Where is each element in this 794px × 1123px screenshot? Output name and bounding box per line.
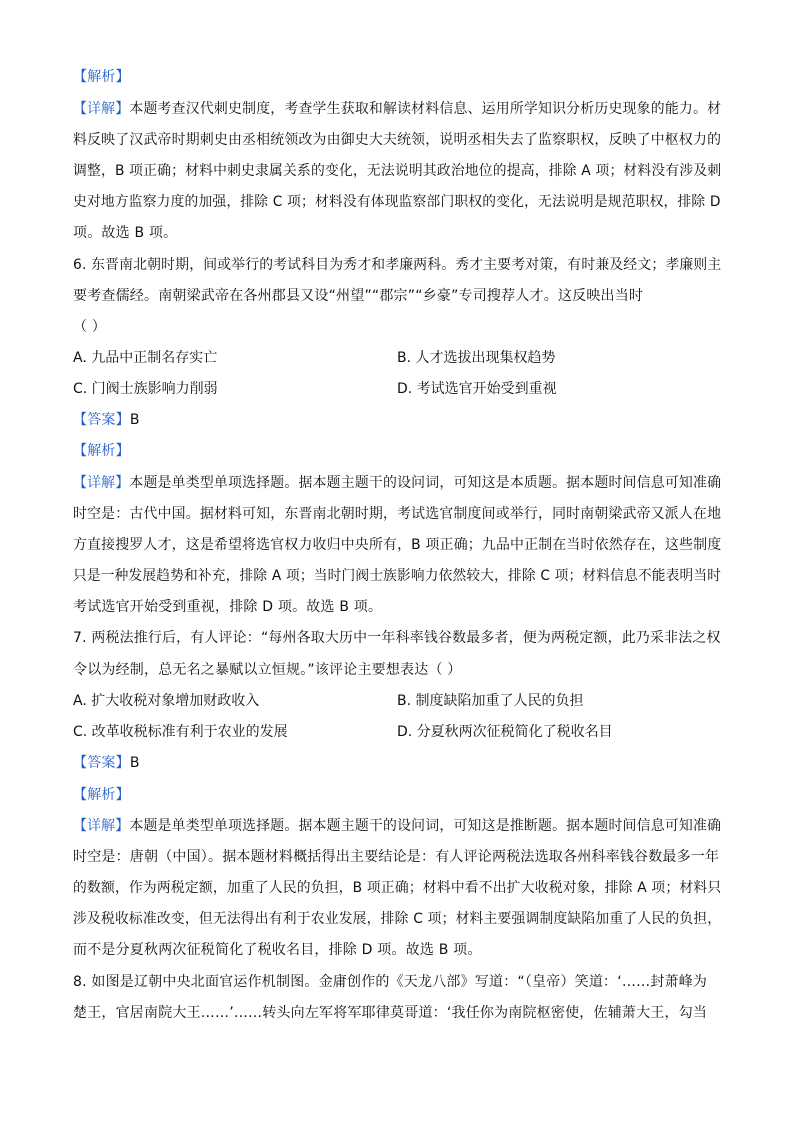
q6-explain-line: 方直接搜罗人才，这是希望将选官权力收归中央所有，B 项正确；九品中正制在当时依然存在，这些制度 <box>73 537 722 553</box>
q8-stem-line: 8. 如图是辽朝中央北面官运作机制图。金庸创作的《天龙八部》写道：“（皇帝）笑道：‘……封萧峰为 <box>73 974 708 990</box>
analysis-heading: 【解析】 <box>73 787 130 803</box>
q6-stem-line: （ ） <box>73 319 107 335</box>
q5-explain-line: 调整，B 项正确；材料中刺史隶属关系的变化，无法说明其政治地位的提高，排除 A 项；材料没有涉及刺 <box>73 163 722 179</box>
q7-stem-line: 7. 两税法推行后，有人评论：“每州各取大历中一年科率钱谷数最多者，便为两税定额，此乃采非法之权 <box>73 630 721 646</box>
q5-explain-line: 料反映了汉武帝时期刺史由丞相统领改为由御史大夫统领，说明丞相失去了监察职权，反映了中枢权力的 <box>73 132 722 148</box>
q6-option-c: C. 门阀士族影响力削弱 <box>73 381 218 397</box>
q5-explain-line: 【详解】本题考查汉代刺史制度，考查学生获取和解读材料信息、运用所学知识分析历史现象的能力。材 <box>73 101 722 117</box>
analysis-heading: 【解析】 <box>73 443 130 459</box>
q5-explain-line: 项。故选 B 项。 <box>73 225 178 241</box>
q5-explain-line: 史对地方监察力度的加强，排除 C 项；材料没有体现监察部门职权的变化，无法说明是规范职权，排除 D <box>73 194 721 210</box>
q6-answer: 【答案】B <box>73 412 140 428</box>
q6-option-a: A. 九品中正制名存实亡 <box>73 350 218 366</box>
q7-option-c: C. 改革收税标准有利于农业的发展 <box>73 724 288 740</box>
q6-option-b: B. 人才选拔出现集权趋势 <box>397 350 556 366</box>
q6-explain-line: 时空是：古代中国。据材料可知，东晋南北朝时期，考试选官制度间或举行，同时南朝梁武帝又派人在地 <box>73 506 722 522</box>
q7-explain-line: 的数额，作为两税定额，加重了人民的负担，B 项正确；材料中看不出扩大收税对象，排除 A 项；材料只 <box>73 880 722 896</box>
q6-stem-line: 要考查儒经。南朝梁武帝在各州郡县又设“州望”“郡宗”“乡豪”专司搜荐人才。这反映出当时 <box>73 288 644 304</box>
analysis-heading: 【解析】 <box>73 69 130 85</box>
q6-explain-line: 考试选官开始受到重视，排除 D 项。故选 B 项。 <box>73 599 383 615</box>
q7-explain-line: 而不是分夏秋两次征税简化了税收名目，排除 D 项。故选 B 项。 <box>73 942 482 958</box>
q7-option-b: B. 制度缺陷加重了人民的负担 <box>397 693 584 709</box>
q7-explain-line: 【详解】本题是单类型单项选择题。据本题主题干的设问词，可知这是推断题。据本题时间信息可知准确 <box>73 818 722 834</box>
q7-explain-line: 时空是：唐朝（中国）。据本题材料概括得出主要结论是：有人评论两税法选取各州科率钱谷数最多一年 <box>73 849 720 865</box>
q7-stem-line: 令以为经制，总无名之暴赋以立恒规。”该评论主要想表达（ ） <box>73 662 462 678</box>
q8-stem-line: 楚王，官居南院大王……’……转头向左军将军耶律莫哥道：‘我任你为南院枢密使，佐辅萧大王，勾当 <box>73 1005 708 1021</box>
q6-explain-line: 【详解】本题是单类型单项选择题。据本题主题干的设问词，可知这是本质题。据本题时间信息可知准确 <box>73 475 722 491</box>
q6-explain-line: 只是一种发展趋势和补充，排除 A 项；当时门阀士族影响力依然较大，排除 C 项；材料信息不能表明当时 <box>73 568 722 584</box>
q7-option-a: A. 扩大收税对象增加财政收入 <box>73 693 260 709</box>
q7-explain-line: 涉及税收标准改变，但无法得出有利于农业发展，排除 C 项；材料主要强调制度缺陷加重了人民的负担， <box>73 911 722 927</box>
q7-option-d: D. 分夏秋两次征税简化了税收名目 <box>397 724 613 740</box>
q7-answer: 【答案】B <box>73 755 140 771</box>
q6-option-d: D. 考试选官开始受到重视 <box>397 381 557 397</box>
q6-stem-line: 6. 东晋南北朝时期，间或举行的考试科目为秀才和孝廉两科。秀才主要考对策，有时兼及经文；孝廉则主 <box>73 257 722 273</box>
